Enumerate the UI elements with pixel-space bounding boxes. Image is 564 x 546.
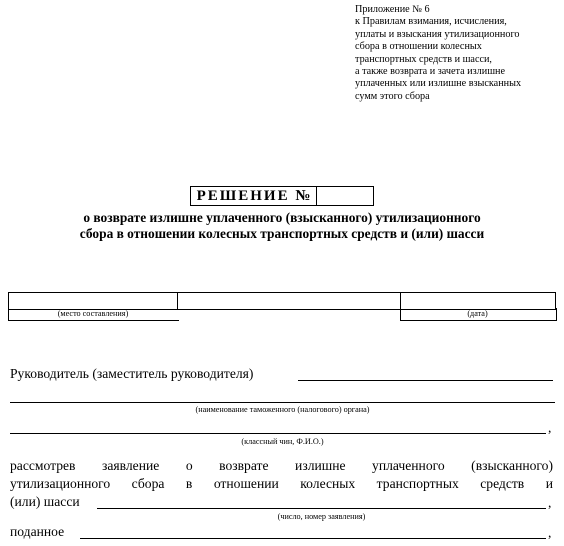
- decision-title: РЕШЕНИЕ №: [196, 187, 313, 204]
- appendix-line: транспортных средств и шасси,: [355, 53, 492, 65]
- table-divider: [177, 293, 178, 309]
- date-caption: (дата): [467, 309, 488, 318]
- appendix-line: сбора в отношении колесных: [355, 41, 482, 53]
- appendix-note: [355, 4, 560, 103]
- appendix-line: уплаты и взыскания утилизационного: [355, 28, 520, 40]
- appendix-line: сумм этого сбора: [355, 90, 430, 102]
- submitted-label: поданное: [10, 524, 65, 539]
- subtitle-line: сбора в отношении колесных транспортных средств и (или) шасси: [79, 226, 485, 241]
- comma: ,: [548, 525, 552, 540]
- decision-subtitle: [0, 210, 564, 242]
- appendix-line: уплаченных или излишне взысканных: [355, 78, 522, 90]
- considered-line: рассмотрев заявление о возврате излишне уплаченного (взысканного): [10, 458, 553, 473]
- decision-title-frame: [190, 186, 375, 206]
- authority-caption: (наименование таможенного (налогового) органа): [195, 405, 370, 414]
- appendix-line: к Правилам взимания, исчисления,: [355, 16, 507, 28]
- rank-caption: (классный чин, Ф.И.О.): [241, 437, 324, 446]
- decision-title-block: [0, 186, 564, 206]
- authority-field[interactable]: [10, 402, 555, 403]
- subtitle-line: о возврате излишне уплаченного (взысканного) утилизационного: [83, 210, 481, 225]
- considered-line: утилизационного сбора в отношении колесных транспортных средств и: [10, 476, 553, 491]
- head-label: Руководитель (заместитель руководителя): [10, 366, 254, 381]
- decision-number-field[interactable]: [316, 187, 373, 205]
- head-name-field[interactable]: [298, 380, 553, 381]
- comma: ,: [548, 495, 552, 510]
- rank-name-field[interactable]: [10, 433, 546, 434]
- appendix-line: Приложение № 6: [355, 4, 430, 15]
- comma: ,: [548, 420, 552, 435]
- application-field[interactable]: [97, 508, 546, 509]
- place-caption: (место составления): [57, 309, 129, 318]
- table-divider: [400, 293, 401, 309]
- considered-line: (или) шасси: [10, 494, 80, 509]
- appendix-line: а также возврата и зачета излишне: [355, 66, 506, 78]
- application-caption: (число, номер заявления): [277, 512, 366, 521]
- submitted-field[interactable]: [80, 538, 546, 539]
